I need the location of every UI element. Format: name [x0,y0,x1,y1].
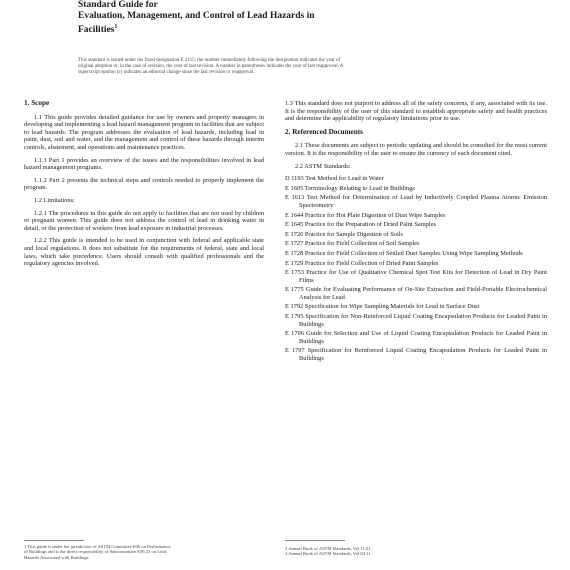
scope-para-5: 1.2.1 The procedures in this guide do not apply to facilities that are not used by children or pregnant women. This guide does not address the control of lead in drinking water in detail, or the protection of workers from lead exposure in industrial processes. [24,209,264,232]
title-line-1: Standard Guide for [78,0,158,10]
reference-item: E 1729 Practice for Field Collection of Dried Paint Samples [285,259,439,267]
document-title [78,0,498,36]
footnote-left-line-3: Hazards Associated with Buildings. [24,554,90,560]
left-column [24,100,264,273]
scope-para-6: 1.2.2 This guide is intended to be used in conjunction with federal and applicable state and local regulations. It does not substitute for the requirements of federal, state and local laws, which take precedence. Users should consult with qualified professionals and the regulatory agencies involved. [24,237,264,268]
reference-item: E 1753 Practice for Use of Qualitative Chemical Spot Test Kits for Detection of Lead in Dry Paint Films [285,269,547,284]
title-line-2: Evaluation, Management, and Control of Lead Hazards in [78,11,315,21]
reference-item: E 1728 Practice for Field Collection of Settled Dust Samples Using Wipe Sampling Methods [285,249,523,257]
reference-item: E 1792 Specification for Wipe Sampling Materials for Lead in Surface Dust [285,303,480,311]
footnote-left-line-2: of Buildings and is the direct responsibility of Subcommittee E06.23 on Lead [24,549,167,555]
abstract-line-2: original adoption or, in the case of revision, the year of last revision. A number in parentheses indicates the year of last reapproval. A [78,64,344,69]
title-line-3-text: Facilities [78,25,115,36]
footnotes-left [24,544,264,560]
reference-item: E 1645 Practice for the Preparation of Dried Paint Samples [285,221,437,229]
references-heading: 2. Referenced Documents [285,127,363,136]
reference-item: E 1613 Test Method for Determination of Lead by Inductively Coupled Plasma Atomic Emission Spectrometry [285,194,547,209]
scope-para-2: 1.1.1 Part 1 provides an overview of the issues and the responsibilities involved in lead hazard management programs. [24,156,264,172]
right-column [285,100,547,365]
title-footnote-mark: 1 [114,24,118,30]
scope-para-7: 1.3 This standard does not purport to address all of the safety concerns, if any, associated with its use. It is the responsibility of the user of this standard to establish appropriate safety and health practices and determine the applicability of regulatory limitations prior to use. [285,100,547,123]
reference-item: E 1644 Practice for Hot Plate Digestion of Dust Wipe Samples [285,211,446,219]
abstract-line-3: superscript epsilon (ε) indicates an editorial change since the last revision or reapproval. [78,70,255,75]
reference-item: E 1797 Specification for Reinforced Liquid Coating Encapsulation Products for Leaded Paint in Buildings [285,347,547,363]
footnote-divider-left [24,540,84,541]
scope-para-1: 1.1 This guide provides detailed guidance for use by owners and property managers in developing and implementing a lead hazard management program in facilities that are subject to lead hazards. The program addresses the evaluation of lead hazards, including lead in paint, dust, soil and water, and the management and control of these hazards through interim controls, abatement, and operations and maintenance practices. [24,113,264,151]
references-list [285,175,547,362]
reference-item: E 1605 Terminology Relating to Lead in Buildings [285,184,415,192]
reference-item: D 1193 Test Method for Lead in Water [285,175,384,183]
footnote-right-line-1: 2 Annual Book of ASTM Standards, Vol 11.01. [285,546,372,551]
footnote-divider-right [285,540,345,541]
abstract-line-1: This standard is issued under the fixed designation E 2115; the number immediately following the designation indicates the year of [78,58,341,63]
abstract-note [78,58,498,76]
scope-para-4: 1.2 Limitations: [34,196,75,204]
reference-item: E 1727 Practice for Field Collection of Soil Samples [285,240,420,248]
references-subheading: 2.2 ASTM Standards: [295,162,351,170]
footnote-right-line-2: 3 Annual Book of ASTM Standards, Vol 04.11. [285,551,372,557]
reference-item: E 1726 Practice for Sample Digestion of Soils [285,230,404,238]
reference-item: E 1796 Guide for Selection and Use of Liquid Coating Encapsulation Products for Leaded Paint in Buildings [285,330,547,345]
footnote-left-line-1: 1 This guide is under the jurisdiction of ASTM Committee E06 on Performance [24,544,171,549]
footnotes-right [285,546,547,557]
title-line-3 [78,22,498,36]
scope-para-3: 1.1.2 Part 2 presents the technical steps and controls needed to properly implement the program. [24,176,264,192]
references-intro: 2.1 These documents are subject to periodic updating and should be consulted for the most current version. It is the responsibility of the user to ensure the currency of each document cited. [285,142,547,157]
scope-heading: 1. Scope [24,99,50,107]
reference-item: E 1775 Guide for Evaluating Performance of On-Site Extraction and Field-Portable Electrochemical Analysis for Lead [285,286,547,301]
reference-item: E 1795 Specification for Non-Reinforced Liquid Coating Encapsulation Products for Leaded Paint in Buildings [285,313,547,328]
